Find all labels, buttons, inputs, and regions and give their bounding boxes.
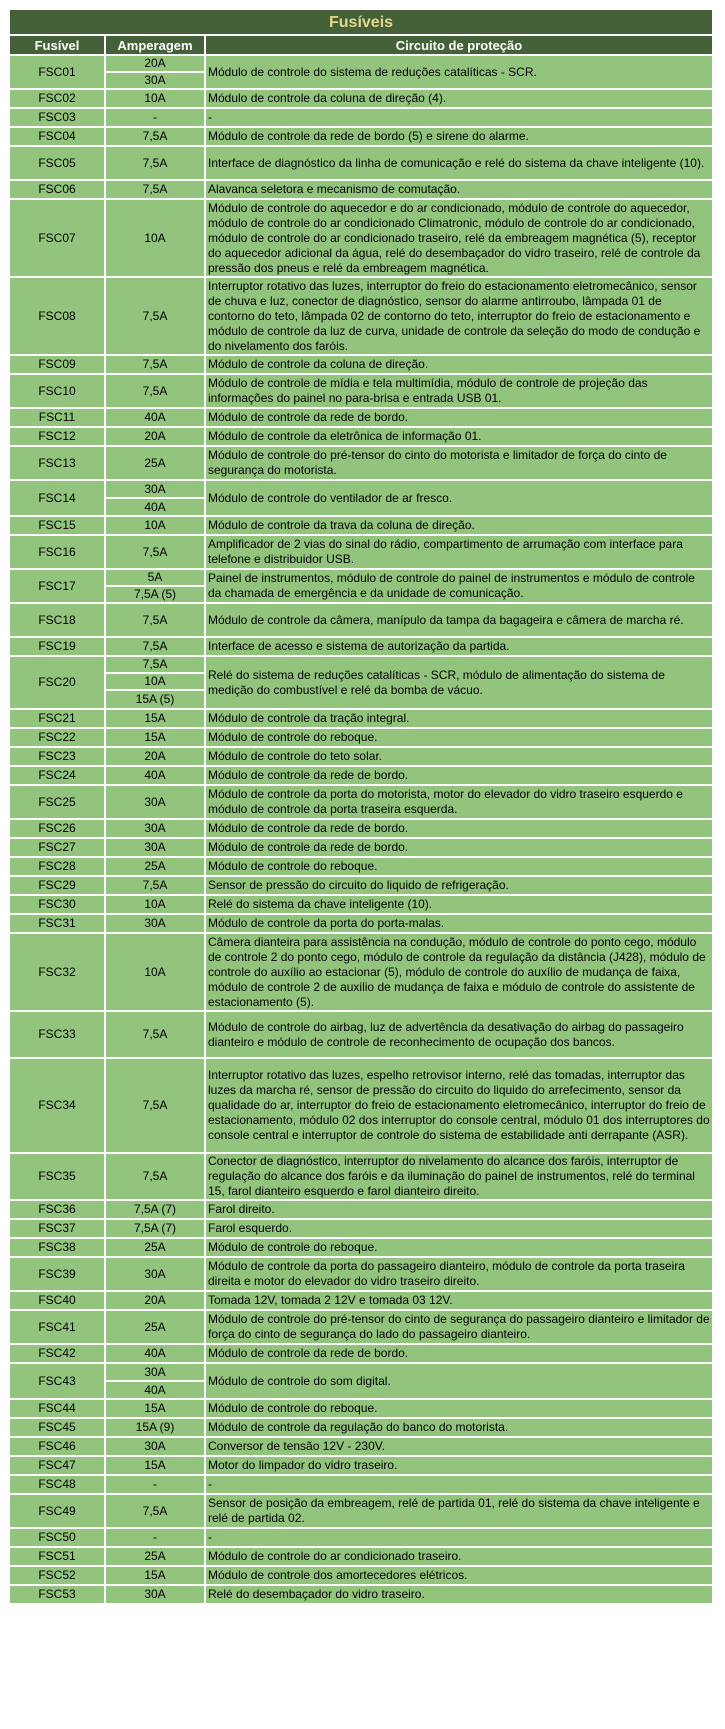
amperage-cell: 20A [105,427,205,446]
circuit-cell: Farol esquerdo. [205,1219,713,1238]
fuse-id-cell: FSC42 [9,1344,105,1363]
amperage-cell: 7,5A [105,535,205,569]
fuse-id-cell: FSC06 [9,180,105,199]
fuse-id-cell: FSC02 [9,89,105,108]
circuit-cell: Módulo de controle da rede de bordo. [205,408,713,427]
amperage-cell: 7,5A [105,374,205,408]
circuit-cell: Amplificador de 2 vias do sinal do rádio, compartimento de arrumação com interface para telefone e distribuidor USB. [205,535,713,569]
amperage-cell: 7,5A [105,656,205,673]
table-row [9,876,713,895]
amperage-cell: 30A [105,1585,205,1604]
amperage-cell: - [105,1475,205,1494]
amperage-cell: 7,5A [105,127,205,146]
amperage-cell: 7,5A [105,1153,205,1200]
table-row [9,180,713,199]
amperage-cell: 25A [105,1310,205,1344]
table-row [9,1528,713,1547]
fuse-id-cell: FSC31 [9,914,105,933]
amperage-cell: 7,5A [105,180,205,199]
amperage-cell: - [105,1528,205,1547]
table-row [9,1310,713,1344]
circuit-cell: Módulo de controle da porta do passageiro dianteiro, módulo de controle da porta traseira direita e motor do elevador do vidro traseiro direito. [205,1257,713,1291]
amperage-cell: 7,5A [105,1494,205,1528]
circuit-cell: Sensor de pressão do circuito do liquido de refrigeração. [205,876,713,895]
circuit-cell: - [205,1528,713,1547]
circuit-cell: Motor do limpador do vidro traseiro. [205,1456,713,1475]
amperage-cell: 15A (5) [105,690,205,709]
circuit-cell: Módulo de controle da rede de bordo. [205,838,713,857]
amperage-cell: 40A [105,408,205,427]
amperage-cell: 15A [105,709,205,728]
circuit-cell: Módulo de controle do teto solar. [205,747,713,766]
fuse-id-cell: FSC53 [9,1585,105,1604]
circuit-cell: Módulo de controle do pré-tensor do cinto de segurança do passageiro dianteiro e limitador de força do cinto de segurança do lado do passageiro dianteiro. [205,1310,713,1344]
table-row [9,355,713,374]
fuse-id-cell: FSC39 [9,1257,105,1291]
table-row [9,146,713,180]
fuse-id-cell: FSC50 [9,1528,105,1547]
circuit-cell: Módulo de controle da porta do motorista, motor do elevador do vidro traseiro esquerdo e módulo de controle da porta traseira esquerda. [205,785,713,819]
amperage-cell: 30A [105,1363,205,1381]
table-row [9,1238,713,1257]
fuse-id-cell: FSC43 [9,1363,105,1399]
table-row [9,819,713,838]
fuse-id-cell: FSC15 [9,516,105,535]
circuit-cell: Módulo de controle da porta do porta-malas. [205,914,713,933]
fuse-id-cell: FSC21 [9,709,105,728]
fuse-id-cell: FSC03 [9,108,105,127]
table-row [9,1058,713,1153]
circuit-cell: - [205,1475,713,1494]
fuse-id-cell: FSC32 [9,933,105,1011]
table-row [9,933,713,1011]
amperage-cell: 7,5A [105,277,205,355]
amperage-cell: 7,5A [105,146,205,180]
fuse-id-cell: FSC29 [9,876,105,895]
circuit-cell: Módulo de controle do pré-tensor do cinto do motorista e limitador de força do cinto de segurança do motorista. [205,446,713,480]
amperage-cell: 30A [105,1437,205,1456]
amperage-cell: 40A [105,498,205,516]
table-row [9,766,713,785]
circuit-cell: Módulo de controle do ventilador de ar fresco. [205,480,713,516]
circuit-cell: Módulo de controle do ar condicionado traseiro. [205,1547,713,1566]
fuse-id-cell: FSC17 [9,569,105,603]
amperage-cell: 40A [105,1381,205,1399]
amperage-cell: 25A [105,1547,205,1566]
fuse-id-cell: FSC26 [9,819,105,838]
header-circuit: Circuito de proteção [205,35,713,55]
circuit-cell: Interruptor rotativo das luzes, interruptor do freio do estacionamento eletromecânico, sensor de chuva e luz, conector de diagnóstico, sensor do alarme antirroubo, lâmpada 01 de contorno do teto, lâmpada 02 de contorno do teto, interruptor do freio de estacionamento e módulo de controle da luz de curva, unidade de controle da seleção do modo de condução e do nivelamento dos faróis. [205,277,713,355]
circuit-cell: Módulo de controle do som digital. [205,1363,713,1399]
fuse-id-cell: FSC45 [9,1418,105,1437]
table-row [9,127,713,146]
circuit-cell: Módulo de controle da rede de bordo. [205,1344,713,1363]
circuit-cell: Módulo de controle do airbag, luz de advertência da desativação do airbag do passageiro dianteiro e módulo de controle de reconhecimento de ocupação dos bancos. [205,1011,713,1058]
circuit-cell: Interface de diagnóstico da linha de comunicação e relé do sistema da chave inteligente (10). [205,146,713,180]
fuse-id-cell: FSC13 [9,446,105,480]
fuse-id-cell: FSC44 [9,1399,105,1418]
table-row [9,569,713,586]
table-row [9,709,713,728]
fuse-id-cell: FSC51 [9,1547,105,1566]
amperage-cell: 10A [105,895,205,914]
table-row [9,374,713,408]
table-row [9,1200,713,1219]
table-row [9,1547,713,1566]
table-row [9,108,713,127]
fuse-id-cell: FSC33 [9,1011,105,1058]
table-row [9,747,713,766]
table-row [9,446,713,480]
fuse-id-cell: FSC37 [9,1219,105,1238]
fuse-id-cell: FSC40 [9,1291,105,1310]
circuit-cell: Relé do sistema da chave inteligente (10). [205,895,713,914]
circuit-cell: Farol direito. [205,1200,713,1219]
circuit-cell: - [205,108,713,127]
circuit-cell: Interface de acesso e sistema de autorização da partida. [205,637,713,656]
fuse-id-cell: FSC36 [9,1200,105,1219]
amperage-cell: 7,5A [105,1058,205,1153]
circuit-cell: Módulo de controle da rede de bordo. [205,766,713,785]
amperage-cell: 25A [105,1238,205,1257]
fuse-id-cell: FSC07 [9,199,105,277]
amperage-cell: 7,5A (7) [105,1219,205,1238]
table-row [9,1585,713,1604]
amperage-cell: 7,5A [105,1011,205,1058]
fuse-table-body [9,55,713,1604]
amperage-cell: 15A [105,1456,205,1475]
table-row [9,1566,713,1585]
fuse-id-cell: FSC20 [9,656,105,709]
amperage-cell: 7,5A [105,637,205,656]
circuit-cell: Tomada 12V, tomada 2 12V e tomada 03 12V. [205,1291,713,1310]
fuse-id-cell: FSC38 [9,1238,105,1257]
amperage-cell: 30A [105,838,205,857]
table-row [9,535,713,569]
amperage-cell: 5A [105,569,205,586]
amperage-cell: 15A (9) [105,1418,205,1437]
circuit-cell: Sensor de posição da embreagem, relé de partida 01, relé do sistema da chave inteligente e relé de partida 02. [205,1494,713,1528]
circuit-cell: Câmera dianteira para assistência na condução, módulo de controle do ponto cego, módulo de controle 2 do ponto cego, módulo de controle da regulação da distância (J428), módulo de controle do auxílio ao estacionar (5), módulo de controle do auxílio de mudança de faixa, módulo de controle 2 de auxilio de mudança de faixa e módulo de controle do assistente de estacionamento (5). [205,933,713,1011]
circuit-cell: Módulo de controle da câmera, manípulo da tampa da bagageira e câmera de marcha ré. [205,603,713,637]
fuse-id-cell: FSC16 [9,535,105,569]
fuse-id-cell: FSC34 [9,1058,105,1153]
table-row [9,728,713,747]
fuse-id-cell: FSC19 [9,637,105,656]
circuit-cell: Relé do desembaçador do vidro traseiro. [205,1585,713,1604]
fuse-table [8,8,714,1605]
fuse-id-cell: FSC12 [9,427,105,446]
amperage-cell: 40A [105,766,205,785]
circuit-cell: Módulo de controle do aquecedor e do ar condicionado, módulo de controle do aquecedor, módulo de controle do ar condicionado Climatronic, módulo de controle do ar condicionado, módulo de controle do ar condicionado traseiro, relé da embreagem magnética (5), receptor do aquecedor adicional da água, relé do desembaçador do vidro traseiro, relé de controle da pressão dos pneus e relé da embreagem magnética. [205,199,713,277]
circuit-cell: Conector de diagnóstico, interruptor do nivelamento do alcance dos faróis, interruptor de regulação do alcance dos faróis e da iluminação do painel de instrumentos, relé do terminal 15, farol dianteiro esquerdo e farol dianteiro direito. [205,1153,713,1200]
table-title: Fusíveis [9,9,713,35]
circuit-cell: Conversor de tensão 12V - 230V. [205,1437,713,1456]
amperage-cell: 7,5A [105,876,205,895]
circuit-cell: Módulo de controle da eletrônica de informação 01. [205,427,713,446]
table-row [9,857,713,876]
amperage-cell: 15A [105,1399,205,1418]
header-fuse: Fusível [9,35,105,55]
fuse-id-cell: FSC05 [9,146,105,180]
amperage-cell: 30A [105,785,205,819]
circuit-cell: Módulo de controle do reboque. [205,857,713,876]
amperage-cell: 30A [105,72,205,89]
fuse-id-cell: FSC11 [9,408,105,427]
amperage-cell: 7,5A [105,603,205,637]
amperage-cell: 7,5A [105,355,205,374]
table-row [9,1219,713,1238]
fuse-id-cell: FSC49 [9,1494,105,1528]
table-row [9,838,713,857]
fuse-id-cell: FSC09 [9,355,105,374]
table-row [9,1363,713,1381]
table-row [9,656,713,673]
amperage-cell: 10A [105,933,205,1011]
table-row [9,1494,713,1528]
fuse-id-cell: FSC35 [9,1153,105,1200]
amperage-cell: 30A [105,1257,205,1291]
amperage-cell: 30A [105,914,205,933]
header-amperage: Amperagem [105,35,205,55]
amperage-cell: 25A [105,446,205,480]
table-row [9,1344,713,1363]
table-row [9,89,713,108]
fuse-id-cell: FSC41 [9,1310,105,1344]
table-row [9,1418,713,1437]
circuit-cell: Interruptor rotativo das luzes, espelho retrovisor interno, relé das tomadas, interruptor das luzes da marcha ré, sensor de pressão do circuito do liquido do arrefecimento, sensor da qualidade do ar, interruptor do freio de estacionamento eletromecânico, interruptor do freio de estacionamento, módulo 02 dos interruptor do console central, módulo 01 dos interruptores do console central e interruptor de controle do sistema de estabilidade anti derrapante (ASR). [205,1058,713,1153]
amperage-cell: 40A [105,1344,205,1363]
table-row [9,199,713,277]
table-row [9,637,713,656]
table-row [9,895,713,914]
circuit-cell: Módulo de controle da regulação do banco do motorista. [205,1418,713,1437]
table-row [9,1437,713,1456]
fuse-id-cell: FSC48 [9,1475,105,1494]
circuit-cell: Módulo de controle da coluna de direção (4). [205,89,713,108]
fuse-id-cell: FSC27 [9,838,105,857]
table-row [9,55,713,72]
table-row [9,1475,713,1494]
amperage-cell: 7,5A (7) [105,1200,205,1219]
circuit-cell: Relé do sistema de reduções catalíticas - SCR, módulo de alimentação do sistema de medição do combustível e relé da bomba de vácuo. [205,656,713,709]
amperage-cell: 20A [105,747,205,766]
fuse-id-cell: FSC52 [9,1566,105,1585]
table-row [9,1291,713,1310]
table-row [9,408,713,427]
circuit-cell: Módulo de controle de mídia e tela multimídia, módulo de controle de projeção das informações do painel no para-brisa e entrada USB 01. [205,374,713,408]
table-row [9,1011,713,1058]
amperage-cell: 20A [105,55,205,72]
amperage-cell: 10A [105,673,205,690]
fuse-id-cell: FSC28 [9,857,105,876]
amperage-cell: 20A [105,1291,205,1310]
fuse-id-cell: FSC23 [9,747,105,766]
fuse-id-cell: FSC04 [9,127,105,146]
amperage-cell: 10A [105,199,205,277]
table-row [9,603,713,637]
circuit-cell: Módulo de controle do reboque. [205,1238,713,1257]
fuse-id-cell: FSC25 [9,785,105,819]
circuit-cell: Módulo de controle da trava da coluna de direção. [205,516,713,535]
table-row [9,914,713,933]
fuse-id-cell: FSC22 [9,728,105,747]
fuse-id-cell: FSC30 [9,895,105,914]
circuit-cell: Módulo de controle da tração integral. [205,709,713,728]
table-row [9,277,713,355]
circuit-cell: Alavanca seletora e mecanismo de comutação. [205,180,713,199]
fuse-id-cell: FSC01 [9,55,105,89]
fuse-id-cell: FSC08 [9,277,105,355]
fuse-id-cell: FSC10 [9,374,105,408]
table-row [9,1257,713,1291]
table-row [9,480,713,498]
amperage-cell: 10A [105,516,205,535]
fuse-id-cell: FSC14 [9,480,105,516]
fuse-id-cell: FSC24 [9,766,105,785]
table-row [9,1153,713,1200]
amperage-cell: 15A [105,1566,205,1585]
fuse-id-cell: FSC18 [9,603,105,637]
amperage-cell: 15A [105,728,205,747]
circuit-cell: Módulo de controle dos amortecedores elétricos. [205,1566,713,1585]
circuit-cell: Módulo de controle da rede de bordo. [205,819,713,838]
amperage-cell: 25A [105,857,205,876]
circuit-cell: Módulo de controle da coluna de direção. [205,355,713,374]
table-row [9,1399,713,1418]
amperage-cell: 10A [105,89,205,108]
circuit-cell: Módulo de controle da rede de bordo (5) e sirene do alarme. [205,127,713,146]
circuit-cell: Painel de instrumentos, módulo de controle do painel de instrumentos e módulo de controle da chamada de emergência e da unidade de comunicação. [205,569,713,603]
table-row [9,1456,713,1475]
table-row [9,516,713,535]
amperage-cell: 7,5A (5) [105,586,205,603]
circuit-cell: Módulo de controle do reboque. [205,728,713,747]
circuit-cell: Módulo de controle do reboque. [205,1399,713,1418]
amperage-cell: 30A [105,480,205,498]
amperage-cell: 30A [105,819,205,838]
fuse-id-cell: FSC46 [9,1437,105,1456]
fuse-id-cell: FSC47 [9,1456,105,1475]
fuse-table-container [8,8,712,1605]
table-row [9,785,713,819]
amperage-cell: - [105,108,205,127]
circuit-cell: Módulo de controle do sistema de reduções catalíticas - SCR. [205,55,713,89]
table-row [9,427,713,446]
